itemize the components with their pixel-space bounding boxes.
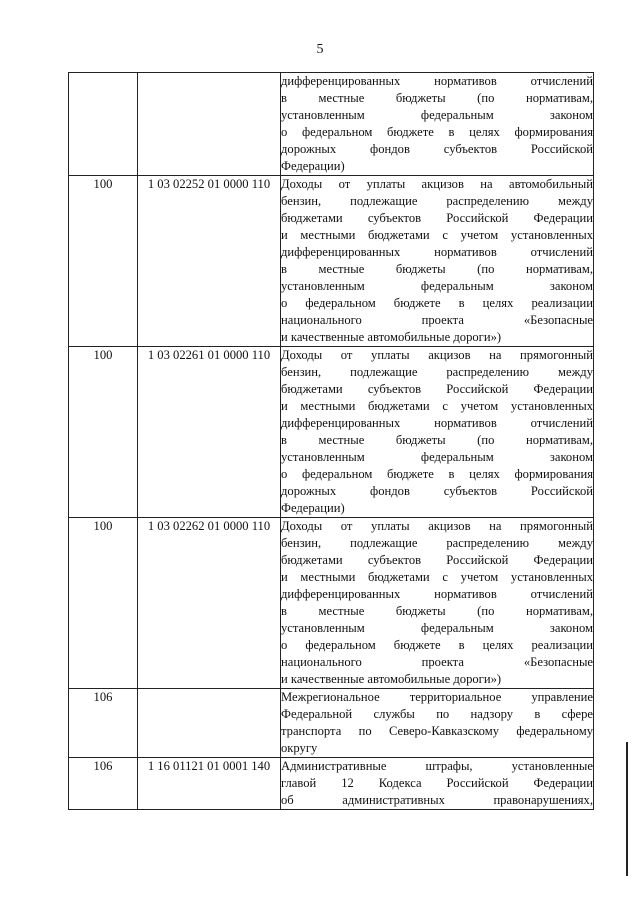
text-line: главой 12 Кодекса Российской Федерации	[281, 776, 593, 790]
admin-code-cell: 106	[69, 689, 138, 758]
text-line: Доходы от уплаты акцизов на прямогонный	[281, 519, 593, 533]
text-line: Федеральной службы по надзору в сфере	[281, 707, 593, 721]
admin-code-cell: 106	[69, 758, 138, 810]
text-line: Федерации)	[281, 159, 345, 173]
text-line: и качественные автомобильные дороги»)	[281, 330, 502, 344]
admin-code-cell: 100	[69, 518, 138, 689]
text-line: бюджетами субъектов Российской Федерации	[281, 553, 593, 567]
revenue-code-cell	[138, 689, 281, 758]
text-line: Федерации)	[281, 501, 345, 515]
text-line: бензин, подлежащие распределению между	[281, 536, 593, 550]
text-line: Межрегиональное территориальное управление	[281, 690, 593, 704]
admin-code-cell: 100	[69, 347, 138, 518]
text-line: о федеральном бюджете в целях формирования	[281, 467, 593, 481]
admin-code-cell	[69, 73, 138, 176]
table-row	[69, 347, 594, 518]
text-line: дорожных фондов субъектов Российской	[281, 142, 593, 156]
page-number: 5	[316, 42, 324, 57]
budget-revenue-table	[68, 72, 594, 810]
text-line: дорожных фондов субъектов Российской	[281, 484, 593, 498]
text-line: транспорта по Северо-Кавказскому федеральному	[281, 724, 593, 738]
text-line: Доходы от уплаты акцизов на автомобильный	[281, 177, 593, 191]
text-line: и местными бюджетами с учетом установленных	[281, 399, 593, 413]
text-line: дифференцированных нормативов отчислений	[281, 245, 593, 259]
text-line: Административные штрафы, установленные	[281, 759, 593, 773]
revenue-code-cell	[138, 73, 281, 176]
text-line: и качественные автомобильные дороги»)	[281, 672, 502, 686]
revenue-name-cell	[281, 347, 594, 518]
text-line: в местные бюджеты (по нормативам,	[281, 262, 593, 276]
revenue-code-cell: 1 03 02261 01 0000 110	[138, 347, 281, 518]
text-line: округу	[281, 741, 318, 755]
revenue-name-cell	[281, 73, 594, 176]
text-line: установленным федеральным законом	[281, 279, 593, 293]
text-line: и местными бюджетами с учетом установленных	[281, 228, 593, 242]
text-line: дифференцированных нормативов отчислений	[281, 74, 593, 88]
text-line: о федеральном бюджете в целях формирования	[281, 125, 593, 139]
text-line: в местные бюджеты (по нормативам,	[281, 604, 593, 618]
admin-code-cell: 100	[69, 176, 138, 347]
revenue-code-cell: 1 03 02262 01 0000 110	[138, 518, 281, 689]
table-row	[69, 689, 594, 758]
revenue-name-cell	[281, 176, 594, 347]
revenue-name-cell	[281, 689, 594, 758]
margin-line	[626, 742, 628, 876]
revenue-name-cell	[281, 758, 594, 810]
text-line: и местными бюджетами с учетом установленных	[281, 570, 593, 584]
revenue-code-cell: 1 03 02252 01 0000 110	[138, 176, 281, 347]
text-line: установленным федеральным законом	[281, 108, 593, 122]
text-line: о федеральном бюджете в целях реализации	[281, 296, 593, 310]
revenue-name-cell	[281, 518, 594, 689]
text-line: в местные бюджеты (по нормативам,	[281, 91, 593, 105]
table-row	[69, 73, 594, 176]
text-line: бюджетами субъектов Российской Федерации	[281, 211, 593, 225]
text-line: Доходы от уплаты акцизов на прямогонный	[281, 348, 593, 362]
text-line: бюджетами субъектов Российской Федерации	[281, 382, 593, 396]
text-line: в местные бюджеты (по нормативам,	[281, 433, 593, 447]
text-line: бензин, подлежащие распределению между	[281, 365, 593, 379]
text-line: дифференцированных нормативов отчислений	[281, 416, 593, 430]
revenue-code-cell: 1 16 01121 01 0001 140	[138, 758, 281, 810]
text-line: национального проекта «Безопасные	[281, 313, 593, 327]
text-line: дифференцированных нормативов отчислений	[281, 587, 593, 601]
table-row	[69, 518, 594, 689]
text-line: установленным федеральным законом	[281, 621, 593, 635]
table-row	[69, 176, 594, 347]
text-line: об административных правонарушениях,	[281, 793, 593, 807]
text-line: о федеральном бюджете в целях реализации	[281, 638, 593, 652]
text-line: национального проекта «Безопасные	[281, 655, 593, 669]
table-row	[69, 758, 594, 810]
text-line: бензин, подлежащие распределению между	[281, 194, 593, 208]
text-line: установленным федеральным законом	[281, 450, 593, 464]
